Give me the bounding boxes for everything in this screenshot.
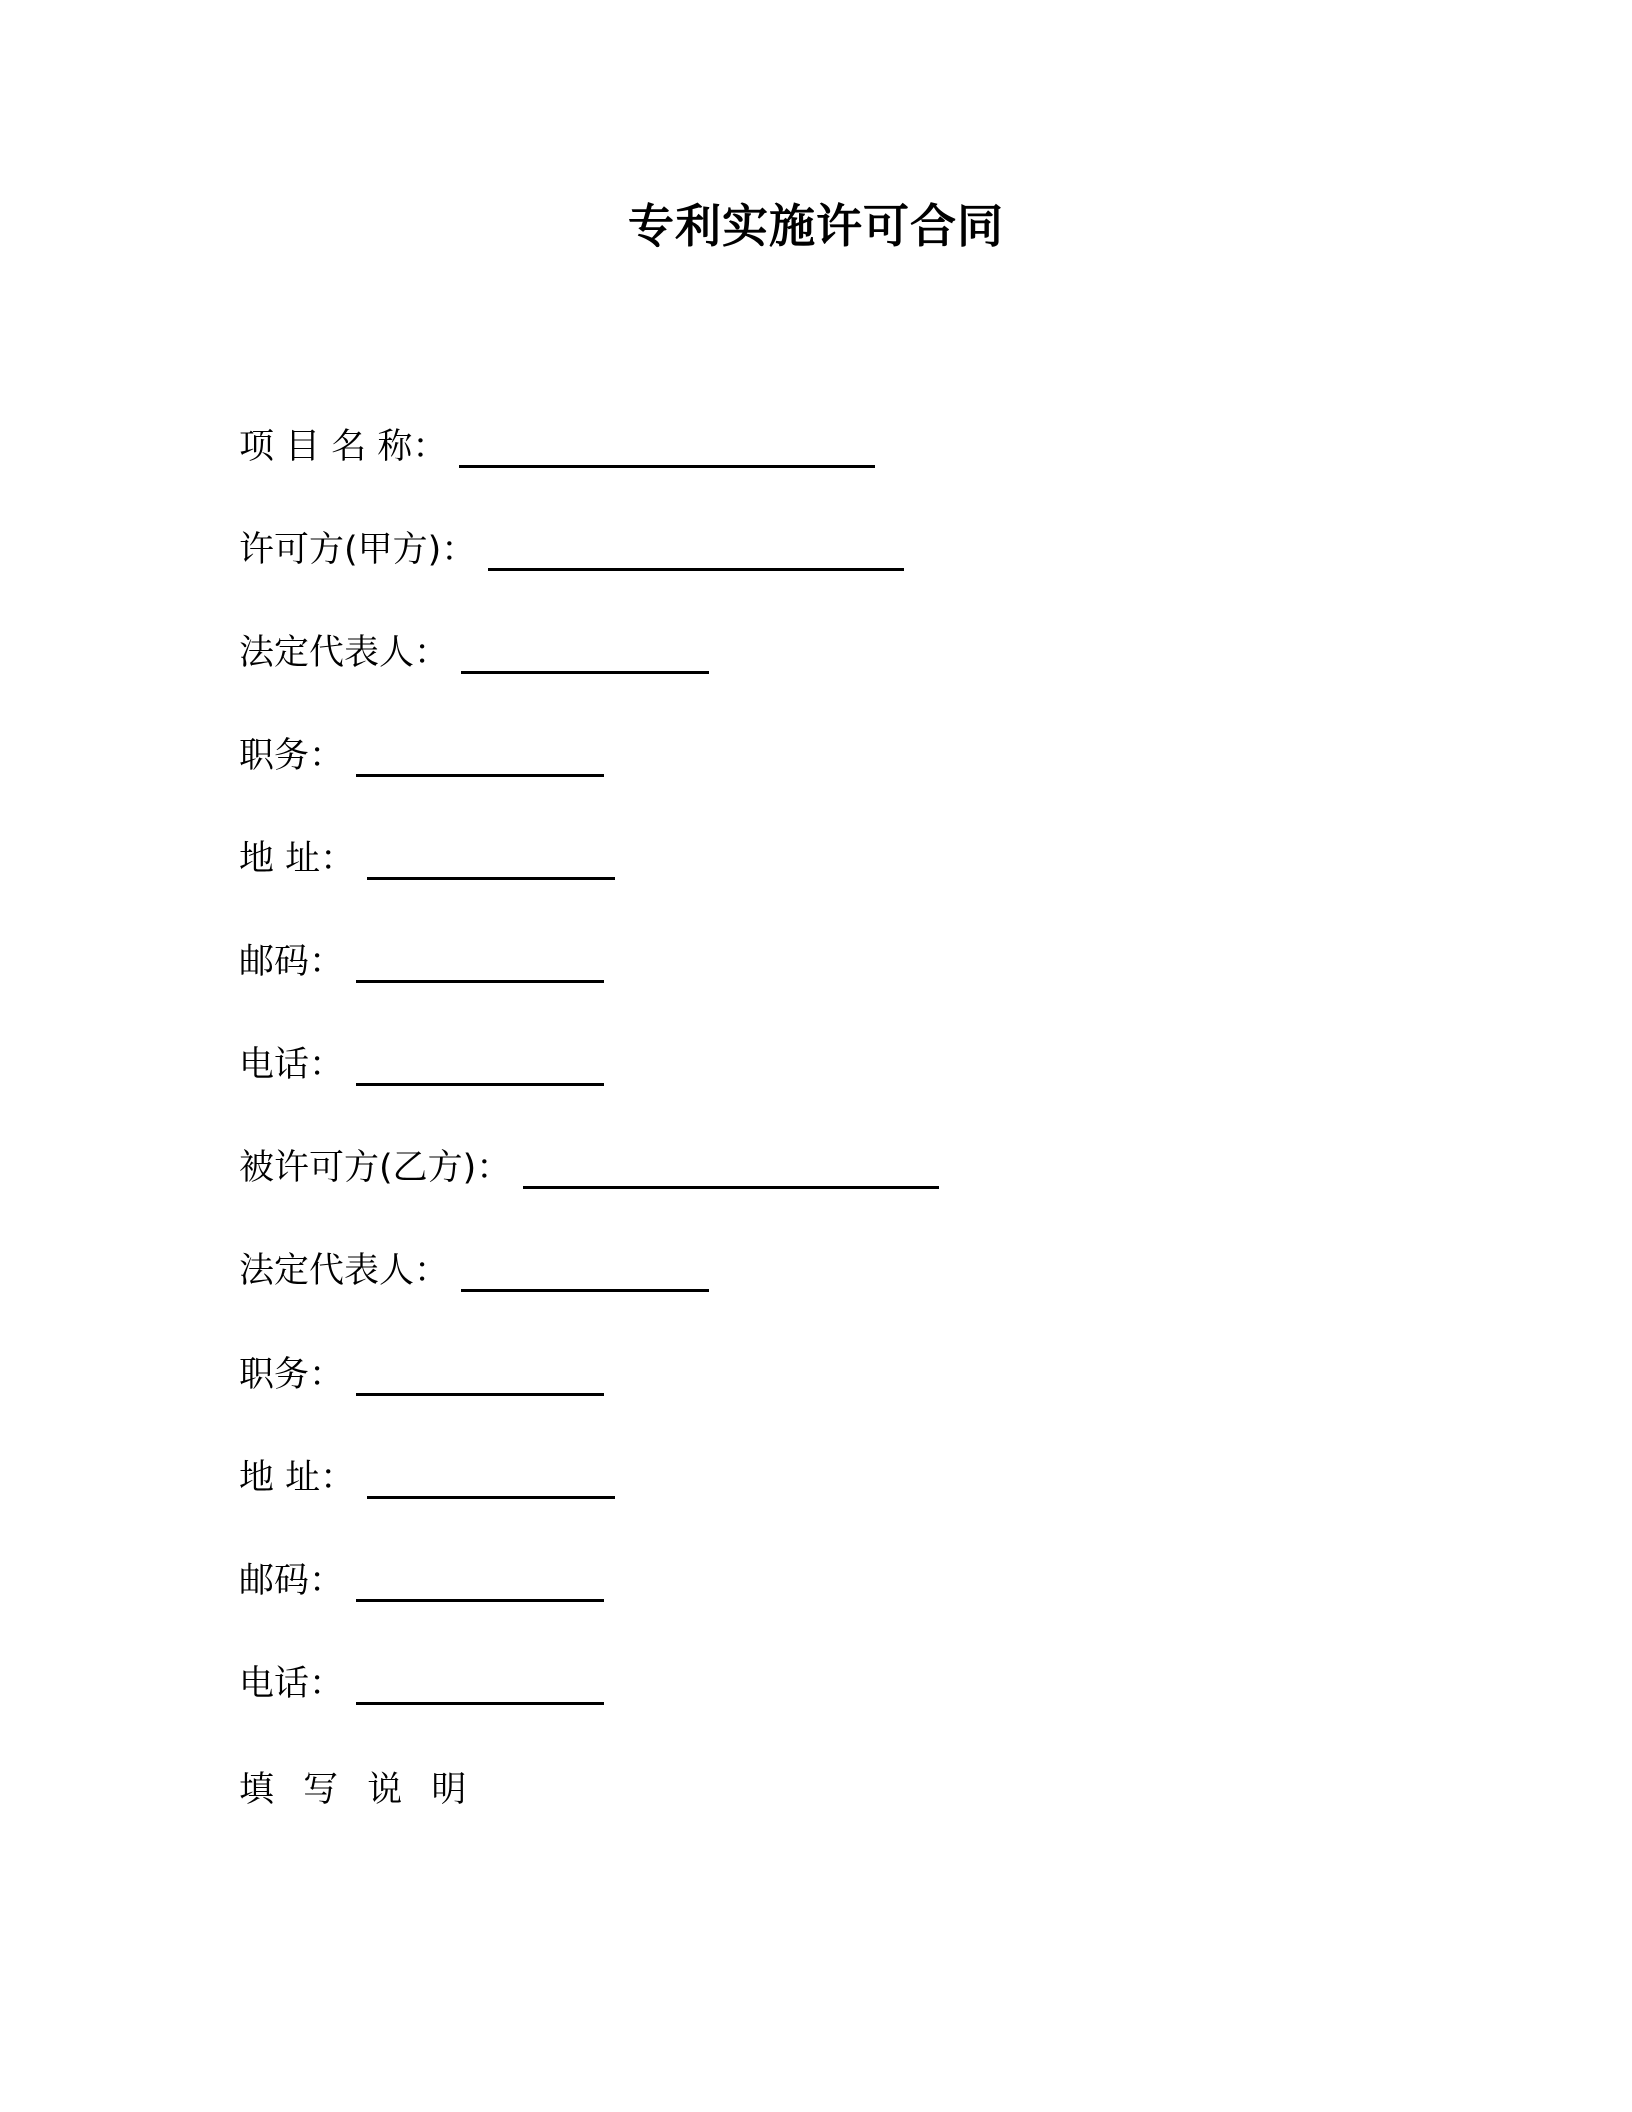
field-licensee-position (239, 1350, 604, 1400)
field-label: 被许可方(乙方)： (239, 1148, 512, 1188)
fill-in-blank (356, 1357, 604, 1396)
field-licensor (239, 525, 904, 575)
field-label: 职务： (239, 736, 345, 776)
field-licensee-phone (239, 1659, 604, 1709)
field-label: 地 址： (239, 1458, 356, 1498)
field-licensor-phone (239, 1040, 604, 1090)
field-licensee-legal-rep (239, 1246, 709, 1296)
fill-in-blank (356, 1563, 604, 1602)
fill-in-blank (367, 1460, 615, 1499)
field-licensee-postcode (239, 1556, 604, 1606)
field-project-name (239, 422, 875, 472)
field-label: 职务： (239, 1355, 345, 1395)
field-label: 项 目 名 称： (239, 427, 448, 467)
field-licensee (239, 1143, 939, 1193)
field-licensee-address (239, 1453, 615, 1503)
field-licensor-legal-rep (239, 628, 709, 678)
fill-in-blank (461, 635, 709, 674)
fill-in-blank (488, 532, 904, 571)
fill-in-blank (356, 1666, 604, 1705)
field-licensor-position (239, 731, 604, 781)
field-label: 电话： (239, 1664, 345, 1704)
field-label: 电话： (239, 1045, 345, 1085)
field-label: 法定代表人： (239, 633, 450, 673)
field-label: 邮码： (239, 1561, 345, 1601)
fill-in-blank (356, 738, 604, 777)
field-licensor-address (239, 834, 615, 884)
fill-in-blank (367, 841, 615, 880)
fill-in-blank (459, 429, 875, 468)
fill-in-blank (356, 944, 604, 983)
document-title: 专利实施许可合同 (628, 199, 1004, 253)
field-label: 法定代表人： (239, 1251, 450, 1291)
fill-in-blank (523, 1150, 939, 1189)
field-licensor-postcode (239, 937, 604, 987)
fill-in-blank (461, 1253, 709, 1292)
field-label: 许可方(甲方)： (239, 530, 477, 570)
field-label: 地 址： (239, 839, 356, 879)
fill-in-blank (356, 1047, 604, 1086)
field-label: 邮码： (239, 942, 345, 982)
section-heading: 填 写 说 明 (239, 1770, 476, 1810)
